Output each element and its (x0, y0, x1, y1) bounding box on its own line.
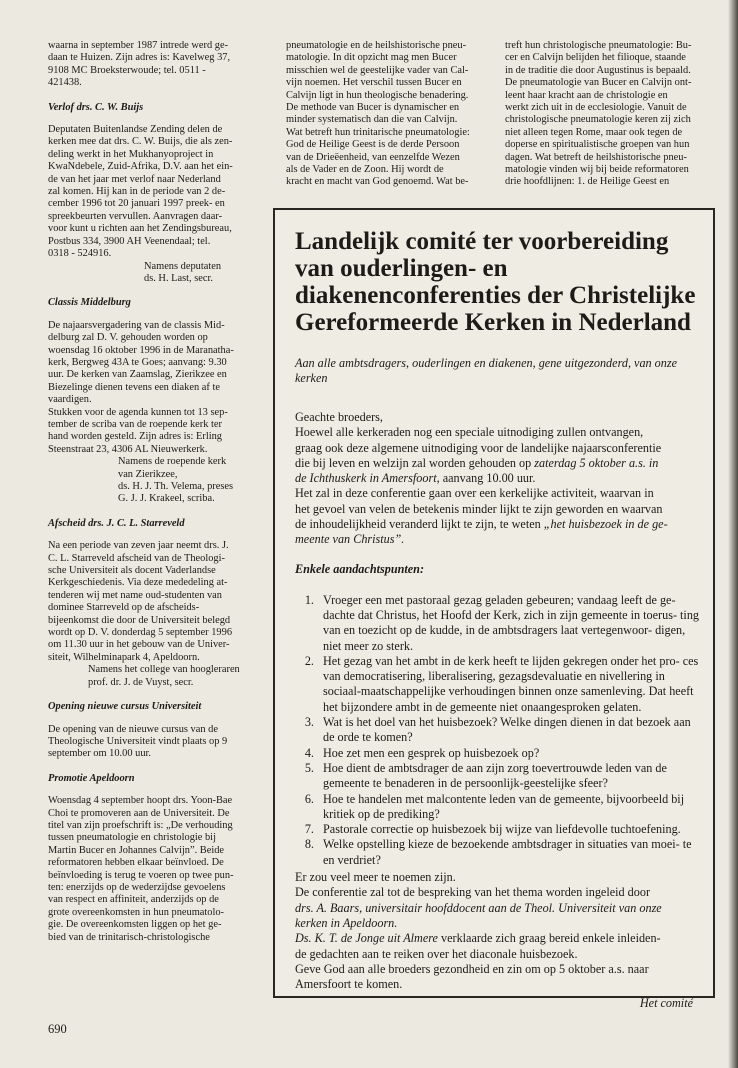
signature-classis: Namens de roepende kerk van Zierikzee, ds. H. J. Th. Velema, preses G. J. J. Krakeel, scriba. (118, 456, 234, 505)
intro-text: waarna in september 1987 intrede werd ge- daan te Huizen. Zijn adres is: Kavelweg 37, 9108 MC Broeksterwoude; tel. 0511 - 421438. (48, 40, 231, 89)
signature-afscheid: Namens het college van hoogleraren prof. dr. J. de Vuyst, secr. (88, 664, 240, 688)
list-item-text: Welke opstelling kieze de bezoekende ambtsdrager in situaties van moei- te en verdriet? (323, 837, 692, 867)
points-heading: Enkele aandachtspunten: (295, 561, 425, 576)
list-item (317, 593, 703, 654)
section-heading-classis: Classis Middelburg (48, 297, 131, 309)
closing-line-1: Er zou veel meer te noemen zijn. (295, 870, 456, 885)
list-item (317, 822, 703, 837)
closing-line-2: De conferentie zal tot de bespreking van het thema worden ingeleid door (295, 885, 650, 900)
invitation-text-2: aanvang 10.00 uur. Het zal in deze conferentie gaan over een kerkelijke activiteit, waarvan in het gevoel van velen de betekenis minder lijkt te zijn geworden en waarvan de inhoudelijkheid veranderd lijkt te zijn, te weten (295, 471, 663, 532)
list-item-text: Het gezag van het ambt in de kerk heeft te lijden gekregen onder het pro- ces van democratisering, liberalisering, gezagsdevaluatie en nivellering in sociaal-maatschappelijke verhoudingen binnen onze samenleving. Dat heeft het bijzondere ambt in de gemeente niet onaangesproken gelaten. (323, 653, 699, 714)
closing-wish: Geve God aan alle broeders gezondheid en zin om op 5 oktober a.s. naar Amersfoort te komen. (295, 961, 649, 992)
section-body-verlof: Deputaten Buitenlandse Zending delen de kerken mee dat drs. C. W. Buijs, die als zen- deling werkt in het Mukhanyoproject in KwaNdebele, Zuid-Afrika, D.V. aan het ein- de van het jaar met verlof naar Nederland zal komen. Hij kan in de periode van 2 de- cember 1996 tot 20 januari 1997 preek- en spreekbeurten vervullen. Aanvragen daar- voor kunt u richten aan het Zendingsbureau, Postbus 334, 3900 AH Veenendaal; tel. 0318 - 524916. (48, 124, 233, 260)
section-body-afscheid: Na een periode van zeven jaar neemt drs. J. C. L. Starreveld afscheid van de Theologi- sche Universiteit als docent Vaderlandse Kerkgeschiedenis. Via deze mededeling at- tenderen wij met name oud-studenten van dominee Starreveld op de afscheids- bijeenkomst die door de Universiteit belegd wordt op D. V. donderdag 5 september 1996 om 11.30 uur in het gebouw van de Univer- siteit, Wilhelminapark 4, Apeldoorn. (48, 540, 233, 663)
column-right-text: treft hun christologische pneumatologie: Bu- cer en Calvijn belijden het filioque, staande in de traditie die door Augustinus is bepaald. De pneumatologie van Bucer en Calvijn ont- leent haar kracht aan de christologie en werkt zich uit in de ecclesiologie. Vanuit de christologische pneumatologie keren zij zich niet alleen tegen Rome, maar ook tegen de doperse en spiritualistische groepen van hun dagen. Wat betreft de heilshistorische pneu- matologie vinden wij bij beide reformatoren drie hoofdlijnen: 1. de Heilige Geest en (505, 40, 692, 188)
list-item-text: Hoe zet men een gesprek op huisbezoek op? (323, 745, 540, 760)
invitation-theme: „het huisbezoek in de ge- meente van Christus”. (295, 517, 668, 547)
committee-announcement-box (273, 208, 715, 1011)
section-body-classis: De najaarsvergadering van de classis Mid- delburg zal D. V. gehouden worden op woensdag 16 oktober 1996 in de Maranatha- kerk, Bergweg 43A te Goes; aanvang: 9.30 uur. De kerken van Zaamslag, Zierikzee en Biezelinge dienen tevens een diaken af te vaardigen. Stukken voor de agenda kunnen tot 13 sep- tember de scriba van de roepende kerk ter hand worden gesteld. Zijn adres is: Erling Steenstraat 23, 4306 AL Nieuwerkerk. (48, 319, 234, 455)
list-item (317, 654, 703, 715)
list-item-text: Hoe dient de ambtsdrager de aan zijn zorg toevertrouwde leden van de gemeente te benaderen in de persoonlijk-geestelijke sfeer? (323, 760, 667, 791)
list-item (317, 792, 703, 823)
signature-verlof: Namens deputaten ds. H. Last, secr. (144, 260, 222, 284)
committee-signature: Het comité (639, 996, 693, 1011)
list-item-text: Vroeger een met pastoraal gezag geladen gebeuren; vandaag leeft de ge- dachte dat Christus, het Hoofd der Kerk, zich in zijn gemeente in toerus- ting van en toezicht op de kudde, in de ambtsdragers laat vertegenwoor- digen, niet meer zo sterk. (323, 592, 700, 653)
section-heading-verlof: Verlof drs. C. W. Buijs (48, 101, 144, 113)
speaker-1: drs. A. Baars, universitair hoofddocent aan de Theol. Universiteit van onze kerken in Apeldoorn. (295, 900, 662, 930)
invitation-paragraph (295, 425, 703, 547)
announcement-subtitle: Aan alle ambtsdragers, ouderlingen en diakenen, gene uitgezonderd, van onze kerken (295, 356, 678, 385)
page-edge-shadow (728, 0, 738, 1068)
salutation: Geachte broeders, (295, 410, 383, 424)
speaker-2-text: verklaarde zich graag bereid enkele inleiden- de gedachten aan te reiken over het diaconale huisbezoek. (295, 931, 661, 961)
invitation-text-1: Hoewel alle kerkeraden nog een speciale uitnodiging zullen ontvangen, graag ook deze algemene uitnodiging voor de landelijke najaarsconferentie die bij leven en welzijn zal worden gehouden op (295, 425, 662, 470)
section-body-promotie: Woensdag 4 september hoopt drs. Yoon-Bae Choi te promoveren aan de Universiteit. De titel van zijn proefschrift is: „De verhouding tussen pneumatologie en christologie bij Martin Bucer en Johannes Calvijn”. Beide reformatoren hebben elkaar beïnvloed. De beïnvloeding is terug te voeren op twee pun- ten: enerzijds op de wederzijdse gevoelens van respect en affiniteit, anderzijds op de grote overeenkomsten in hun pneumatolo- gie. De overeenkomsten liggen op het ge- bied van de trinitarisch-christologische (48, 795, 234, 943)
points-list (295, 593, 703, 868)
section-body-opening: De opening van de nieuwe cursus van de Theologische Universiteit vindt plaats op 9 september om 10.00 uur. (48, 723, 228, 760)
section-heading-promotie: Promotie Apeldoorn (48, 772, 135, 784)
announcement-title: Landelijk comité ter voorbereiding van ouderlingen- en diakenenconferenties der Christelijke Gereformeerde Kerken in Nederland (295, 228, 696, 336)
list-item (317, 837, 703, 868)
list-item-text: Hoe te handelen met malcontente leden van de gemeente, bijvoorbeeld bij kritiek op de prediking? (323, 791, 685, 821)
section-heading-opening: Opening nieuwe cursus Universiteit (48, 701, 202, 713)
list-item-text: Pastorale correctie op huisbezoek bij wijze van liefdevolle tuchtoefening. (323, 822, 681, 837)
closing-paragraph (295, 870, 703, 992)
column-left (48, 40, 270, 944)
speaker-2: Ds. K. T. de Jonge uit Almere (295, 931, 438, 946)
list-item (317, 746, 703, 761)
list-item-text: Wat is het doel van het huisbezoek? Welke dingen dienen in dat bezoek aan de orde te komen? (323, 715, 691, 745)
invitation-date-location: zaterdag 5 oktober a.s. in de Ichthuskerk in Amersfoort, (295, 455, 659, 486)
column-right (505, 40, 709, 189)
list-item (317, 715, 703, 746)
section-heading-afscheid: Afscheid drs. J. C. L. Starreveld (48, 517, 185, 529)
column-middle (286, 40, 490, 189)
list-item (317, 761, 703, 792)
column-middle-text: pneumatologie en de heilshistorische pneu- matologie. In dit opzicht mag men Bucer misschien wel de geestelijke vader van Cal- vijn noemen. Het verschil tussen Bucer en Calvijn ligt in hun theologische benadering. De methode van Bucer is dynamischer en minder systematisch dan die van Calvijn. Wat betreft hun trinitarische pneumatologie: God de Heilige Geest is de derde Persoon van de Drieëenheid, van eenzelfde Wezen als de Vader en de Zoon. Hij wordt de kracht en macht van God genoemd. Wat be- (286, 40, 470, 188)
page-number: 690 (48, 1022, 67, 1036)
